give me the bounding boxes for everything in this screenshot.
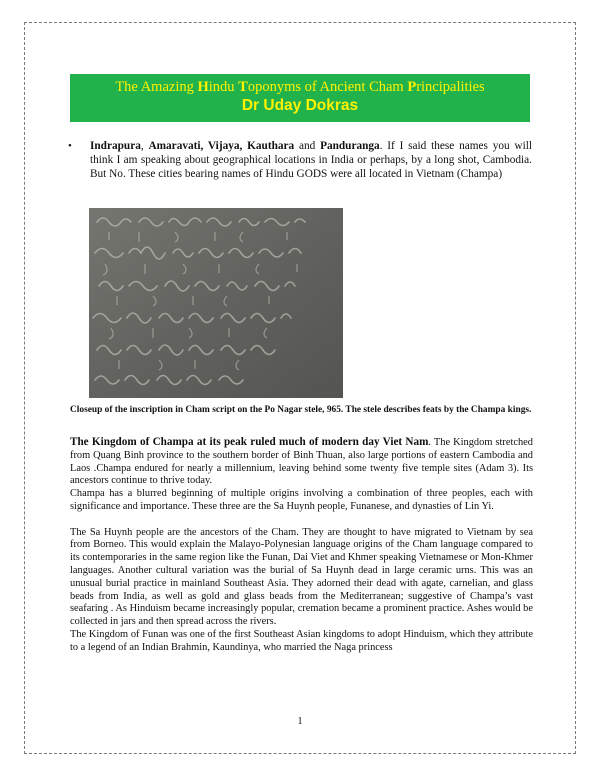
inscription-photo	[89, 208, 343, 398]
title-part: oponyms of Ancient Cham	[247, 79, 408, 95]
intro-sentence: . If I said these names you will think I am speaking about geographical locations in India or perhaps, by a long shot, Cambodia. But No. These cities bearing names of Hindu GODS were all located in Vietnam (Champa)	[90, 140, 532, 181]
title-part-bold: P	[407, 79, 417, 95]
city-name: Indrapura	[90, 140, 141, 152]
title-banner	[70, 74, 530, 122]
intro-bullet-item	[68, 139, 532, 182]
paragraph-text: . The Kingdom stretched from Quang Binh province to the southern border of Binh Thuan, also large portions of eastern Cambodia and Laos .Champa endured for nearly a millennium, leaving behind some twenty five temple sites (Adam 3). Its ancestors continue to thrive today.	[70, 437, 533, 487]
paragraph: The Kingdom of Funan was one of the first Southeast Asian kingdoms to adopt Hinduism, which they attribute to a legend of an Indian Brahmin, Kaundinya, who married the Naga princess	[70, 628, 533, 653]
figure-caption: Closeup of the inscription in Cham script on the Po Nagar stele, 965. The stele describes feats by the Champa kings.	[70, 405, 532, 415]
paragraph	[70, 436, 533, 488]
article-body	[70, 436, 533, 655]
title-part: indu	[208, 79, 239, 95]
paragraph: Champa has a blurred beginning of multiple origins involving a combination of three peoples, each with significance and importance. These three are the Sa Huynh people, Funanese, and dynasties of Lin Yi.	[70, 488, 533, 512]
city-name: Panduranga	[320, 140, 380, 152]
document-title	[70, 79, 530, 96]
bullet-marker: •	[68, 140, 72, 152]
author-name: Dr Uday Dokras	[241, 97, 359, 114]
city-names: Amaravati, Vijaya, Kauthara	[148, 140, 295, 152]
lead-sentence: The Kingdom of Champa at its peak ruled much of modern day Viet Nam	[70, 436, 429, 448]
intro-separator: ,	[140, 140, 149, 152]
title-part: The Amazing	[115, 79, 198, 95]
intro-connector: and	[294, 140, 321, 152]
intro-text	[90, 139, 532, 182]
page-number: 1	[297, 716, 303, 727]
title-part-bold: H	[197, 79, 209, 95]
title-part-bold: T	[238, 79, 248, 95]
stone-inscription-image	[89, 208, 343, 398]
paragraph: The Sa Huynh people are the ancestors of the Cham. They are thought to have migrated to Vietnam by sea from Borneo. This would explain the Malayo-Polynesian language origins of the Cham language compared to its contemporaries in the same region like the Funan, Dai Viet and Khmer speaking Vietnamese or Mon-Khmer languages. Another cultural variation was the burial of Sa Huynh dead in large ceramic urns. This was an unusual burial practice in mainland Southeast Asia. They adorned their dead with agate, carnelian, and glass beads from India, as well as gold and glass beads from the Mediterranean; suggestive of Champa’s vast seafaring . As Hinduism became increasingly popular, cremation became a prominent practice. Ashes would be collected in jars and then spread across the rivers.	[70, 526, 533, 628]
title-part: rincipalities	[416, 79, 485, 95]
